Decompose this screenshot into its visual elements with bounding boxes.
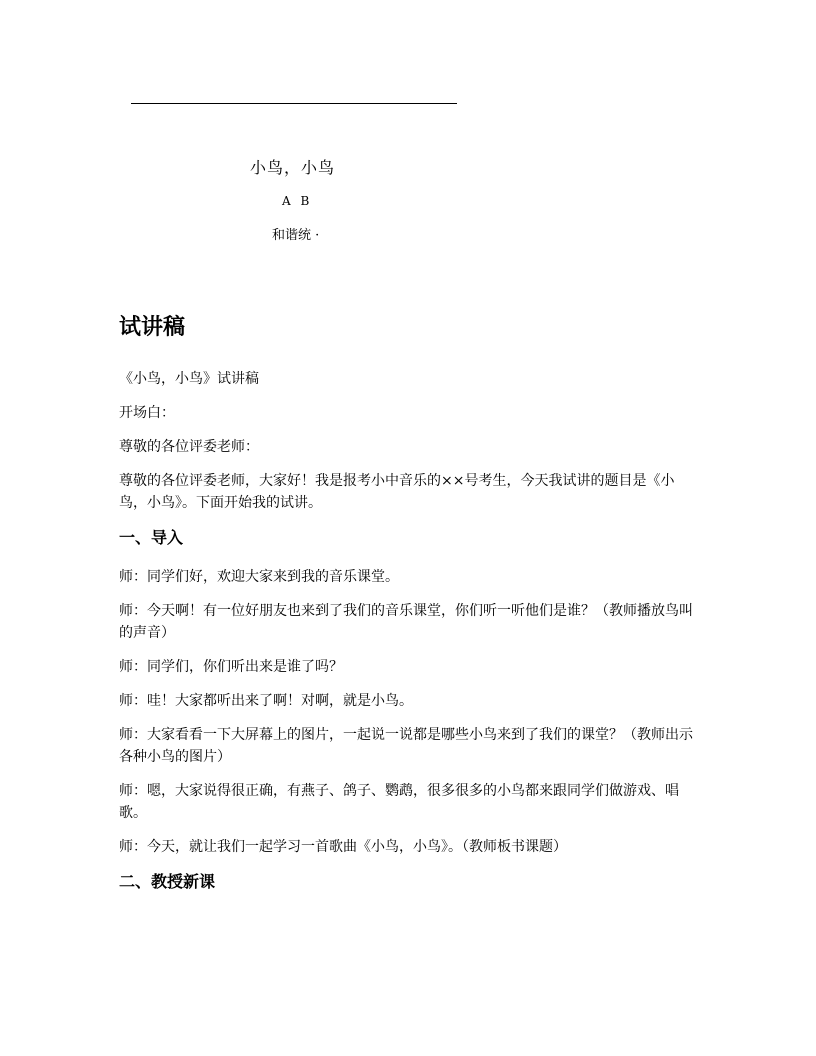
section-heading-new-lesson: 二、教授新课 [119, 872, 216, 891]
song-title: 小鸟，小鸟 [250, 158, 336, 177]
intro-paragraph: 尊敬的各位评委老师，大家好！我是报考小中音乐的××号考生，今天我试讲的题目是《小鸟，小鸟》。下面开始我的试讲。 [119, 473, 675, 511]
document-body [119, 312, 699, 910]
top-rule [131, 103, 457, 104]
section-heading-intro: 一、导入 [119, 528, 184, 547]
paragraph: 师：哇！大家都听出来了啊！对啊，就是小鸟。 [119, 693, 413, 709]
paragraph: 师：今天啊！有一位好朋友也来到了我们的音乐课堂，你们听一听他们是谁？（教师播放鸟叫的声音） [119, 603, 693, 641]
opening-label: 开场白： [119, 405, 175, 421]
paragraph: 师：大家看看一下大屏幕上的图片，一起说一说都是哪些小鸟来到了我们的课堂？（教师出示各种小鸟的图片） [119, 727, 693, 765]
greeting: 尊敬的各位评委老师： [119, 439, 259, 455]
song-parts: A B [282, 194, 313, 208]
paragraph: 师：嗯，大家说得很正确，有燕子、鸽子、鹦鹉，很多很多的小鸟都来跟同学们做游戏、唱歌。 [119, 783, 679, 821]
paragraph: 师：同学们，你们听出来是谁了吗？ [119, 659, 343, 675]
paragraph: 师：同学们好，欢迎大家来到我的音乐课堂。 [119, 569, 399, 585]
document-title: 试讲稿 [119, 314, 186, 340]
paragraph: 师：今天，就让我们一起学习一首歌曲《小鸟，小鸟》。（教师板书课题） [119, 839, 567, 855]
document-subtitle: 《小鸟，小鸟》试讲稿 [119, 371, 259, 387]
harmony-note: 和谐统 · [272, 228, 320, 243]
